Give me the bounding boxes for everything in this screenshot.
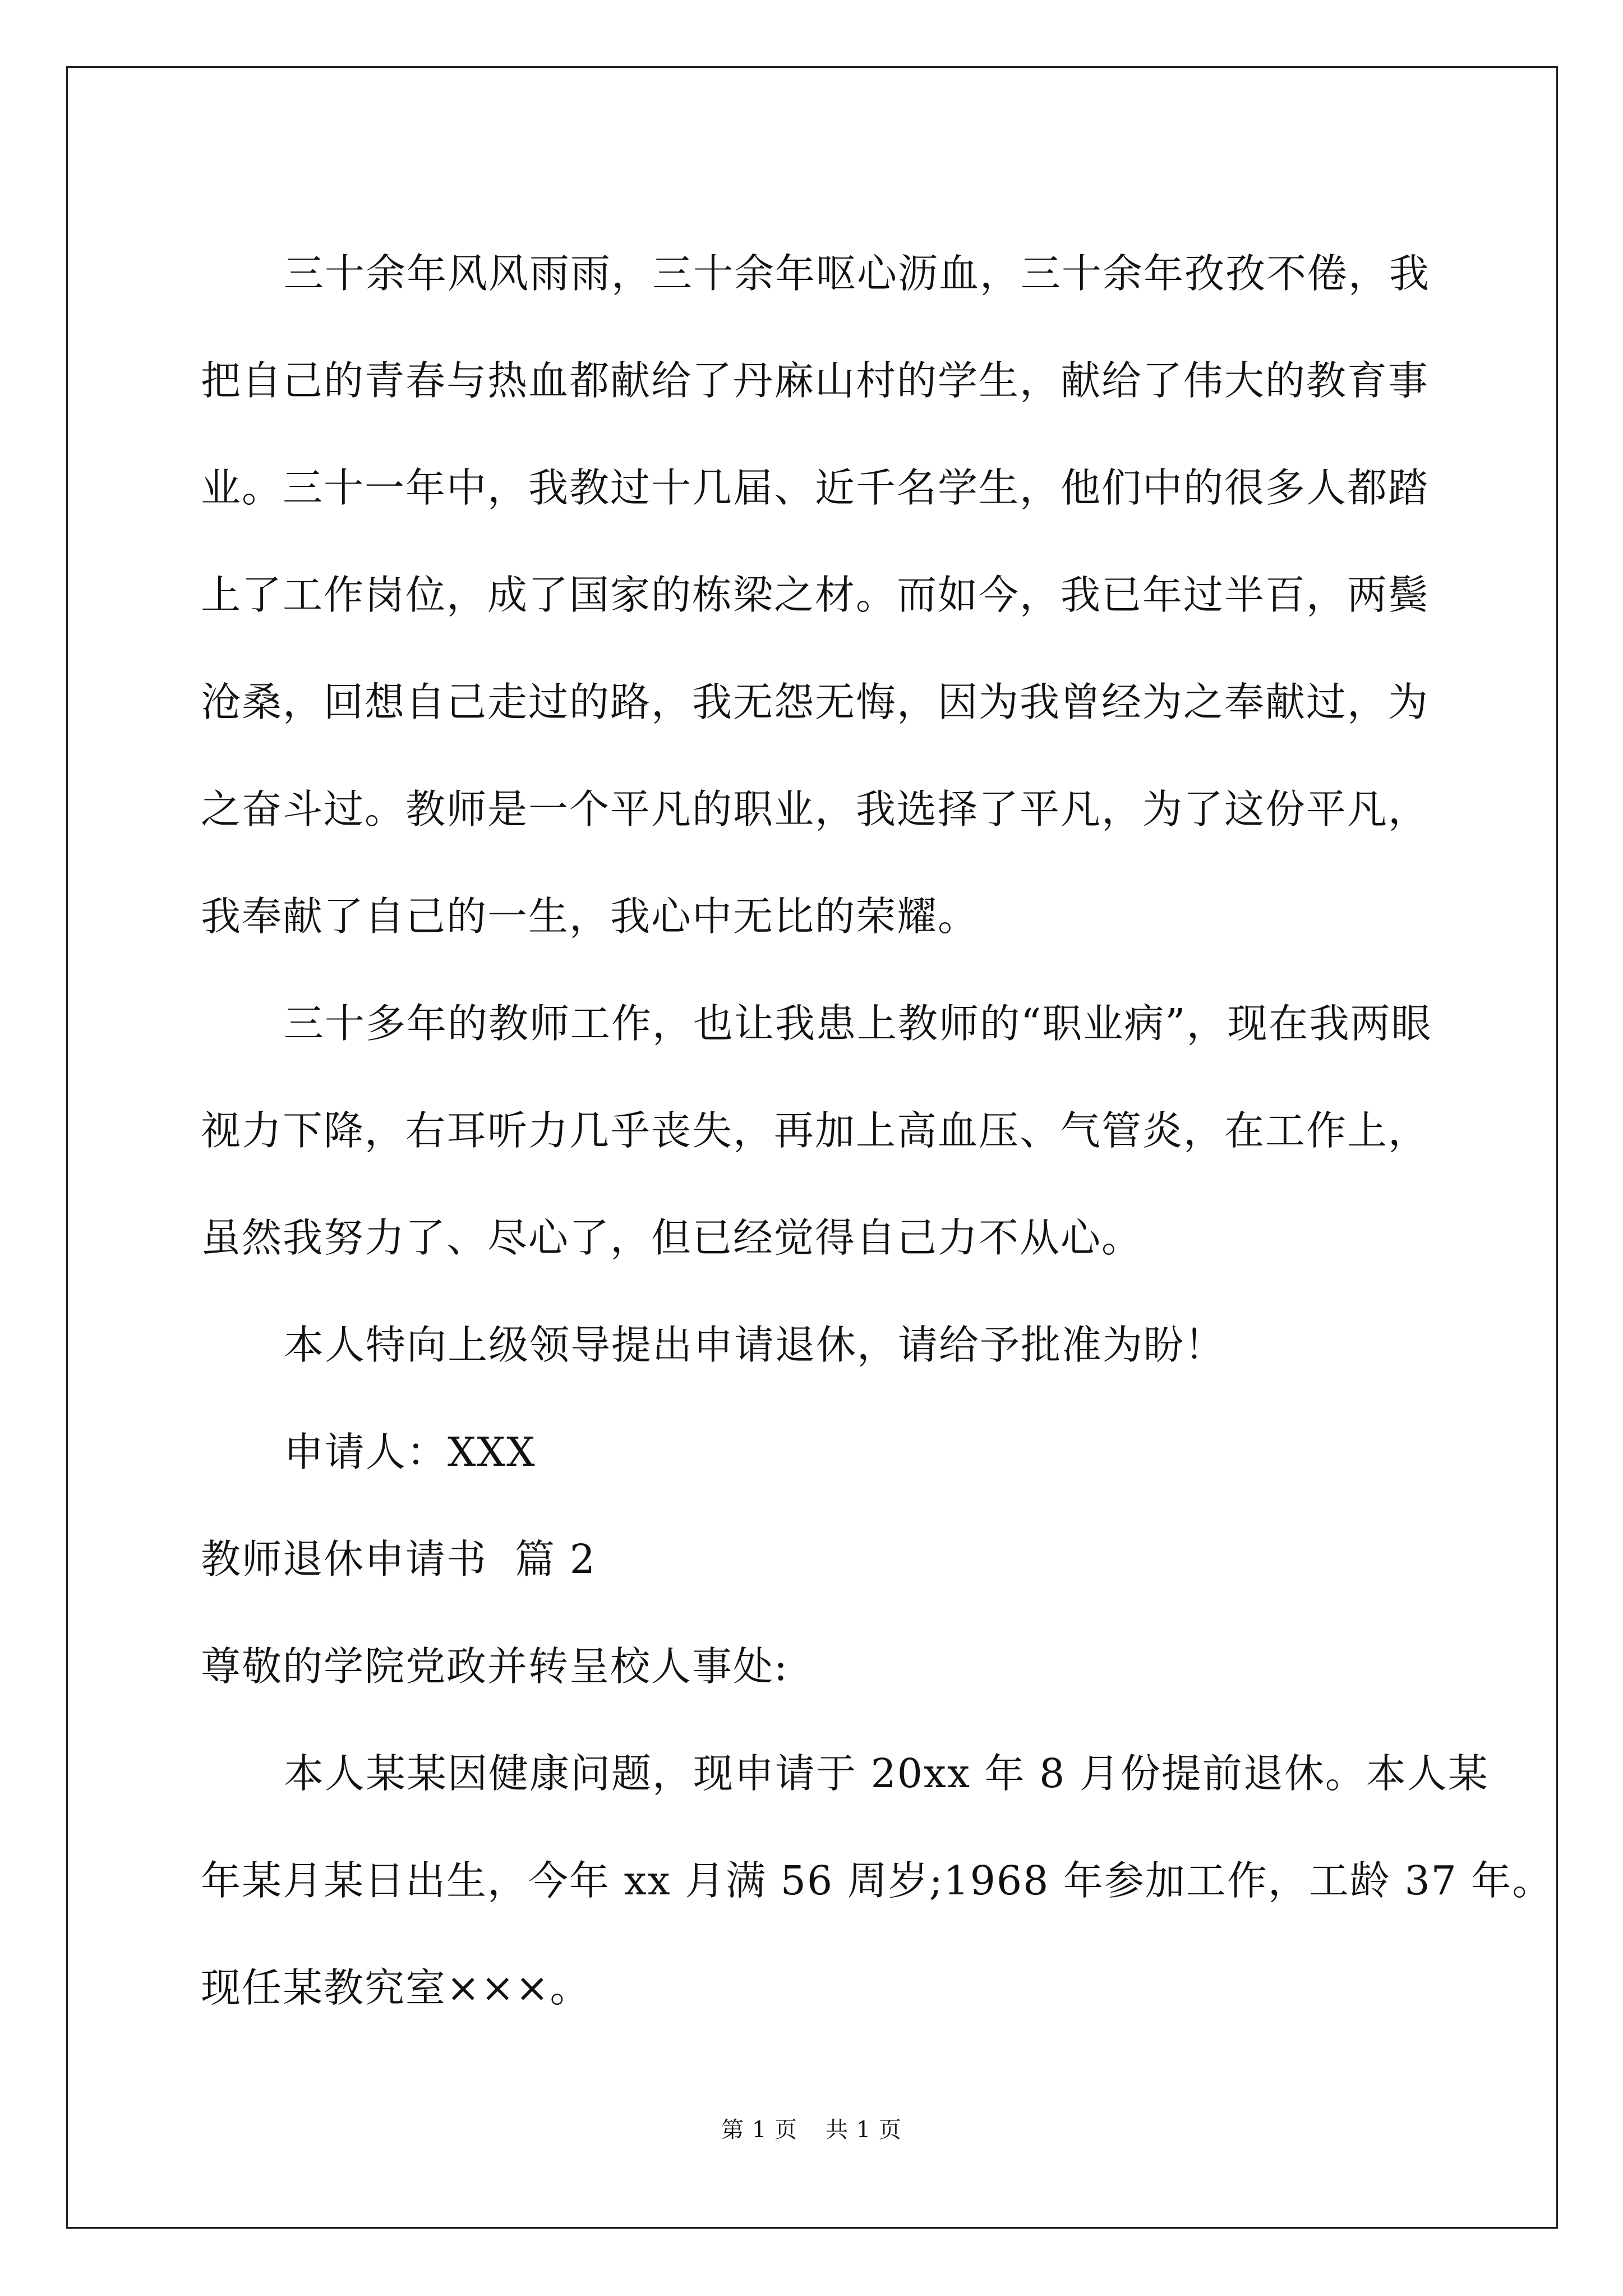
paragraph-line: 我奉献了自己的一生，我心中无比的荣耀。 (201, 893, 979, 940)
section-title: 教师退休申请书 篇 2 (201, 1536, 596, 1582)
page-footer (0, 2112, 1623, 2144)
paragraph-line: 之奋斗过。教师是一个平凡的职业，我选择了平凡，为了这份平凡， (201, 786, 1430, 832)
page-number: 第 1 页 (721, 2117, 797, 2143)
paragraph-line: 三十多年的教师工作，也让我患上教师的“职业病”，现在我两眼 (284, 1000, 1432, 1047)
salutation: 尊敬的学院党政并转呈校人事处: (201, 1643, 789, 1690)
document-body (201, 220, 1553, 2041)
paragraph-line: 虽然我努力了、尽心了，但已经觉得自己力不从心。 (201, 1214, 1143, 1261)
page-total: 共 1 页 (826, 2117, 902, 2143)
paragraph-line: 本人某某因健康问题，现申请于 20xx 年 8 月份提前退休。本人某 (284, 1750, 1489, 1797)
applicant-line: 申请人：XXX (284, 1429, 536, 1475)
paragraph-line: 现任某教究室×××。 (201, 1964, 591, 2011)
paragraph-line: 年某月某日出生，今年 xx 月满 56 周岁;1968 年参加工作，工龄 37 年。 (201, 1857, 1553, 1904)
paragraph-line: 沧桑，回想自己走过的路，我无怨无悔，因为我曾经为之奉献过，为 (201, 679, 1430, 725)
paragraph-line: 上了工作岗位，成了国家的栋梁之材。而如今，我已年过半百，两鬓 (201, 572, 1430, 618)
paragraph-line: 三十余年风风雨雨，三十余年呕心沥血，三十余年孜孜不倦，我 (284, 250, 1431, 297)
request-line: 本人特向上级领导提出申请退休，请给予批准为盼！ (284, 1322, 1226, 1368)
paragraph-line: 业。三十一年中，我教过十几届、近千名学生，他们中的很多人都踏 (201, 464, 1430, 511)
paragraph-line: 视力下降，右耳听力几乎丧失，再加上高血压、气管炎，在工作上， (201, 1107, 1430, 1154)
paragraph-line: 把自己的青春与热血都献给了丹麻山村的学生，献给了伟大的教育事 (201, 357, 1430, 404)
